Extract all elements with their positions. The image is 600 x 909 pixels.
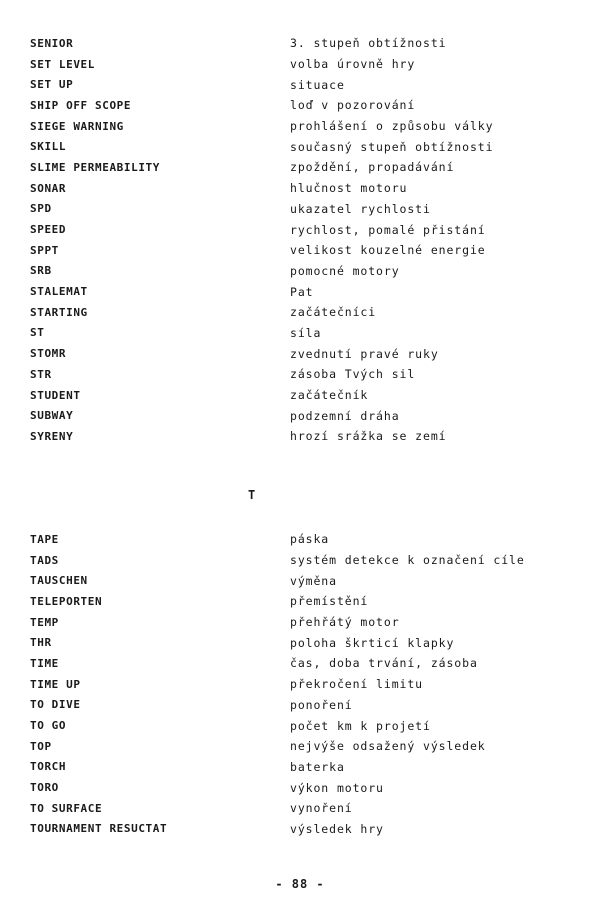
glossary-term: STR [30,367,52,381]
glossary-definition: systém detekce k označení cíle [290,553,525,568]
glossary-row [30,281,570,302]
glossary-term: TEMP [30,615,59,629]
glossary-definition: výsledek hry [290,821,384,836]
glossary-term: SKILL [30,140,67,154]
glossary-section-t [30,529,570,839]
glossary-definition: baterka [290,759,345,774]
glossary-row [30,798,570,819]
glossary-row [30,777,570,798]
glossary-term: TOURNAMENT RESUCTAT [30,822,168,836]
glossary-definition: ponoření [290,697,353,712]
glossary-definition: nejvýše odsažený výsledek [290,739,486,754]
page-number: - 88 - [275,877,325,891]
glossary-definition: velikost kouzelné energie [290,243,486,258]
glossary-row [30,674,570,695]
glossary-row [30,570,570,591]
glossary-definition: páska [290,532,330,547]
glossary-row [30,385,570,406]
glossary-row [30,405,570,426]
glossary-definition: ukazatel rychlosti [290,201,431,216]
glossary-definition: přemístění [290,594,369,609]
glossary-definition: loď v pozorování [290,98,416,113]
glossary-definition: čas, doba trvání, zásoba [290,656,478,671]
glossary-term: SPPT [30,243,59,257]
glossary-row [30,219,570,240]
glossary-term: SHIP OFF SCOPE [30,98,132,112]
glossary-definition: podzemní dráha [290,408,400,423]
glossary-row [30,323,570,344]
glossary-row [30,612,570,633]
glossary-definition: začátečníci [290,305,377,320]
glossary-term: TIME [30,656,59,670]
glossary-definition: současný stupeň obtížnosti [290,139,494,154]
glossary-definition: Pat [290,284,314,299]
glossary-term: SIEGE WARNING [30,119,124,133]
glossary-term: SPD [30,202,52,216]
glossary-term: TIME UP [30,677,81,691]
glossary-row [30,343,570,364]
glossary-definition: hlučnost motoru [290,181,408,196]
glossary-row [30,261,570,282]
glossary-term: TOP [30,739,52,753]
glossary-definition: 3. stupeň obtížnosti [290,36,447,51]
glossary-term: TORO [30,781,59,795]
glossary-term: TADS [30,553,59,567]
glossary-definition: volba úrovně hry [290,57,416,72]
glossary-definition: překročení limitu [290,677,424,692]
glossary-term: TAPE [30,532,59,546]
glossary-term: SENIOR [30,36,74,50]
glossary-term: SUBWAY [30,409,74,423]
glossary-term: TO SURFACE [30,801,103,815]
glossary-term: TAUSCHEN [30,574,88,588]
section-heading-t: T [248,488,256,502]
glossary-definition: začátečník [290,388,369,403]
glossary-row [30,695,570,716]
glossary-row [30,136,570,157]
glossary-row [30,95,570,116]
glossary-term: SYRENY [30,429,74,443]
glossary-row [30,715,570,736]
glossary-definition: přehřátý motor [290,615,400,630]
glossary-row [30,240,570,261]
glossary-row [30,116,570,137]
glossary-term: STOMR [30,347,67,361]
glossary-definition: prohlášení o způsobu války [290,119,494,134]
glossary-term: SRB [30,264,52,278]
glossary-definition: zásoba Tvých sil [290,367,416,382]
glossary-term: TO GO [30,719,67,733]
glossary-term: SLIME PERMEABILITY [30,160,161,174]
glossary-row [30,199,570,220]
glossary-term: SONAR [30,181,67,195]
glossary-section-s [30,33,570,447]
glossary-row [30,529,570,550]
glossary-row [30,653,570,674]
glossary-row [30,550,570,571]
glossary-definition: hrozí srážka se zemí [290,429,447,444]
glossary-definition: poloha škrticí klapky [290,635,455,650]
glossary-row [30,157,570,178]
glossary-row [30,302,570,323]
glossary-definition: zpoždění, propadávání [290,160,455,175]
glossary-row [30,178,570,199]
glossary-term: TORCH [30,760,67,774]
glossary-definition: pomocné motory [290,263,400,278]
glossary-definition: vynoření [290,801,353,816]
glossary-term: STALEMAT [30,285,88,299]
glossary-term: SPEED [30,223,67,237]
glossary-row [30,632,570,653]
glossary-row [30,426,570,447]
glossary-row [30,33,570,54]
glossary-row [30,54,570,75]
glossary-row [30,819,570,840]
glossary-definition: rychlost, pomalé přistání [290,222,486,237]
glossary-row [30,364,570,385]
glossary-term: ST [30,326,45,340]
glossary-term: SET LEVEL [30,57,96,71]
glossary-term: TO DIVE [30,698,81,712]
glossary-definition: síla [290,325,322,340]
glossary-term: STARTING [30,305,88,319]
glossary-definition: výměna [290,573,337,588]
glossary-term: THR [30,636,52,650]
glossary-term: TELEPORTEN [30,594,103,608]
glossary-row [30,74,570,95]
glossary-row [30,757,570,778]
glossary-definition: počet km k projetí [290,718,431,733]
glossary-term: STUDENT [30,388,81,402]
glossary-row [30,591,570,612]
glossary-row [30,736,570,757]
glossary-definition: zvednutí pravé ruky [290,346,439,361]
glossary-definition: situace [290,77,345,92]
glossary-term: SET UP [30,78,74,92]
glossary-definition: výkon motoru [290,780,384,795]
